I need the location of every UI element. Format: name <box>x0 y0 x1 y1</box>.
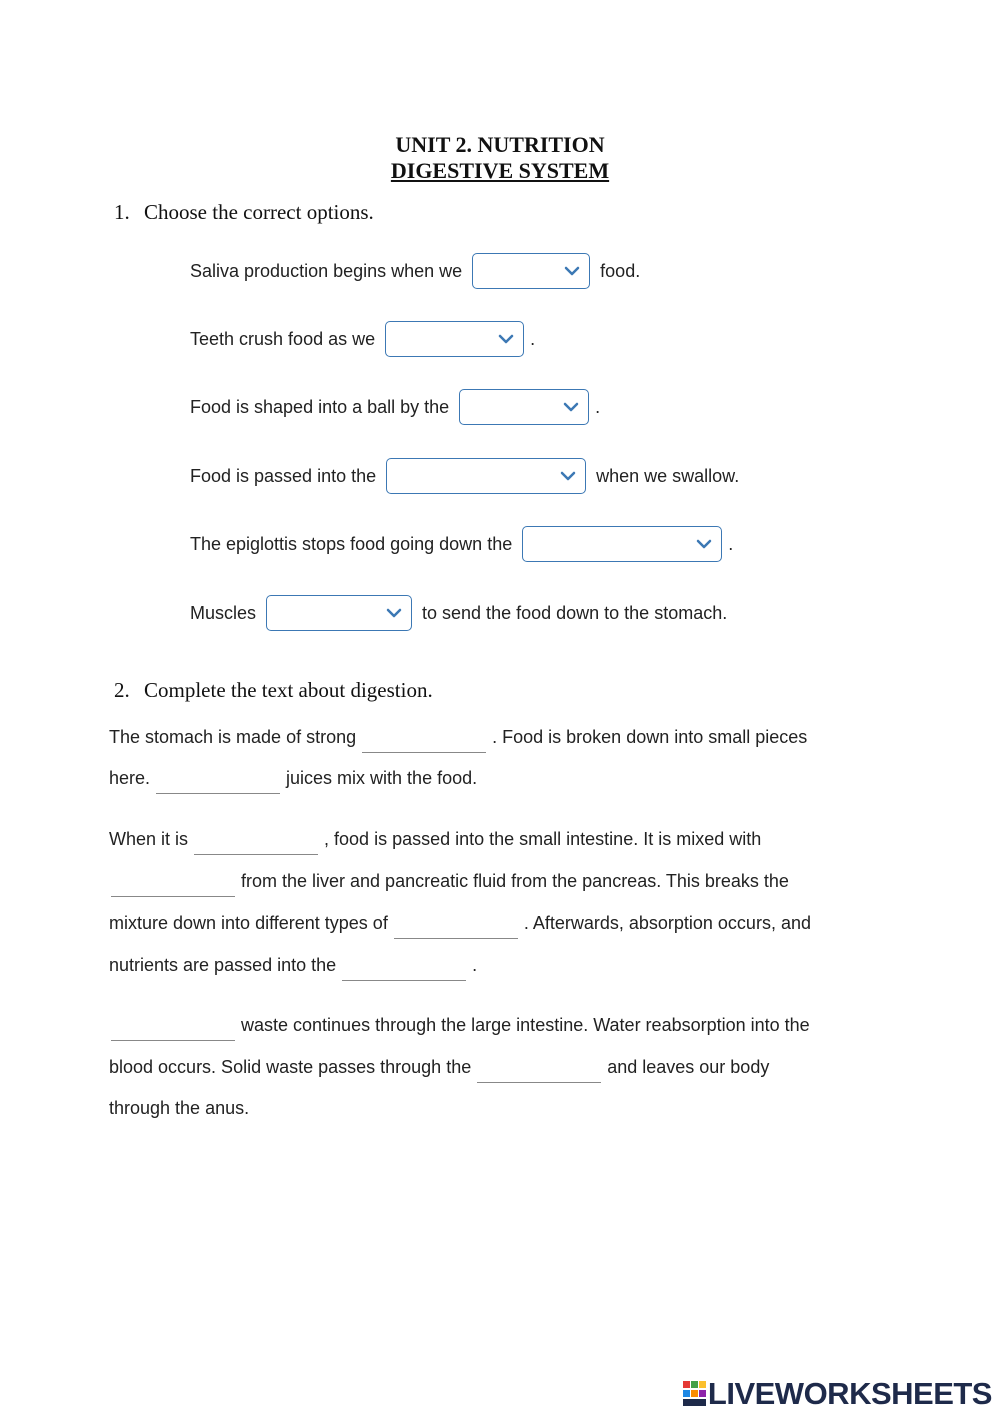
question-text: Muscles <box>190 602 257 623</box>
question-text: Saliva production begins when we <box>190 260 463 281</box>
section2-heading <box>114 678 433 703</box>
question-text-end: . <box>530 328 536 349</box>
question-row <box>190 251 640 291</box>
text-fragment: . <box>472 955 478 975</box>
section1-heading <box>114 200 374 225</box>
text-line <box>109 722 807 752</box>
question-text: Food is shaped into a ball by the <box>190 396 450 417</box>
text-fragment: through the anus. <box>109 1098 250 1118</box>
text-line <box>109 824 761 854</box>
question-text: Food is passed into the <box>190 465 377 486</box>
chevron-down-icon <box>497 330 515 348</box>
question-row <box>190 524 733 564</box>
text-fragment: here. <box>109 768 151 788</box>
text-fragment: from the liver and pancreatic fluid from the pancreas. This breaks the <box>241 871 789 891</box>
blank-input[interactable] <box>111 1018 235 1041</box>
blank-input[interactable] <box>362 730 486 753</box>
logo-icon <box>682 1379 708 1409</box>
question-text-end: . <box>595 396 601 417</box>
section1-title: Choose the correct options. <box>144 200 374 224</box>
answer-dropdown[interactable] <box>385 321 524 357</box>
question-text: Teeth crush food as we <box>190 328 376 349</box>
logo-text: LIVEWORKSHEETS <box>707 1376 992 1411</box>
liveworksheets-logo <box>682 1374 992 1414</box>
text-fragment: nutrients are passed into the <box>109 955 337 975</box>
question-text-end: food. <box>600 260 641 281</box>
question-text-end: to send the food down to the stomach. <box>422 602 728 623</box>
text-line <box>109 1010 810 1040</box>
text-fragment: . Afterwards, absorption occurs, and <box>523 913 811 933</box>
text-line <box>109 950 477 980</box>
blank-input[interactable] <box>342 958 466 981</box>
answer-dropdown[interactable] <box>522 526 722 562</box>
text-line <box>109 908 811 938</box>
blank-input[interactable] <box>394 916 518 939</box>
section1-number: 1. <box>114 200 130 224</box>
blank-input[interactable] <box>111 874 235 897</box>
text-fragment: mixture down into different types of <box>109 913 388 933</box>
chevron-down-icon <box>559 467 577 485</box>
unit-title: UNIT 2. NUTRITION <box>395 132 605 157</box>
blank-input[interactable] <box>194 832 318 855</box>
text-fragment: blood occurs. Solid waste passes through the <box>109 1057 472 1077</box>
question-row <box>190 319 535 359</box>
text-fragment: . Food is broken down into small pieces <box>492 727 808 747</box>
text-fragment: and leaves our body <box>607 1057 770 1077</box>
question-text-end: when we swallow. <box>596 465 740 486</box>
chevron-down-icon <box>563 262 581 280</box>
question-row <box>190 593 727 633</box>
text-line <box>109 1093 249 1123</box>
answer-dropdown[interactable] <box>472 253 590 289</box>
question-row <box>190 456 739 496</box>
blank-input[interactable] <box>477 1060 601 1083</box>
text-fragment: juices mix with the food. <box>286 768 478 788</box>
section2-number: 2. <box>114 678 130 702</box>
page-subtitle: DIGESTIVE SYSTEM <box>390 158 610 183</box>
section2-title: Complete the text about digestion. <box>144 678 433 702</box>
chevron-down-icon <box>695 535 713 553</box>
answer-dropdown[interactable] <box>266 595 412 631</box>
question-row <box>190 387 600 427</box>
answer-dropdown[interactable] <box>386 458 586 494</box>
text-line <box>109 866 789 896</box>
text-fragment: waste continues through the large intestine. Water reabsorption into the <box>241 1015 810 1035</box>
answer-dropdown[interactable] <box>459 389 589 425</box>
text-line <box>109 763 477 793</box>
chevron-down-icon <box>562 398 580 416</box>
text-fragment: The stomach is made of strong <box>109 727 357 747</box>
chevron-down-icon <box>385 604 403 622</box>
blank-input[interactable] <box>156 771 280 794</box>
question-text: The epiglottis stops food going down the <box>190 533 513 554</box>
text-fragment: When it is <box>109 829 189 849</box>
text-line <box>109 1052 769 1082</box>
question-text-end: . <box>728 533 734 554</box>
text-fragment: , food is passed into the small intestine. It is mixed with <box>324 829 762 849</box>
